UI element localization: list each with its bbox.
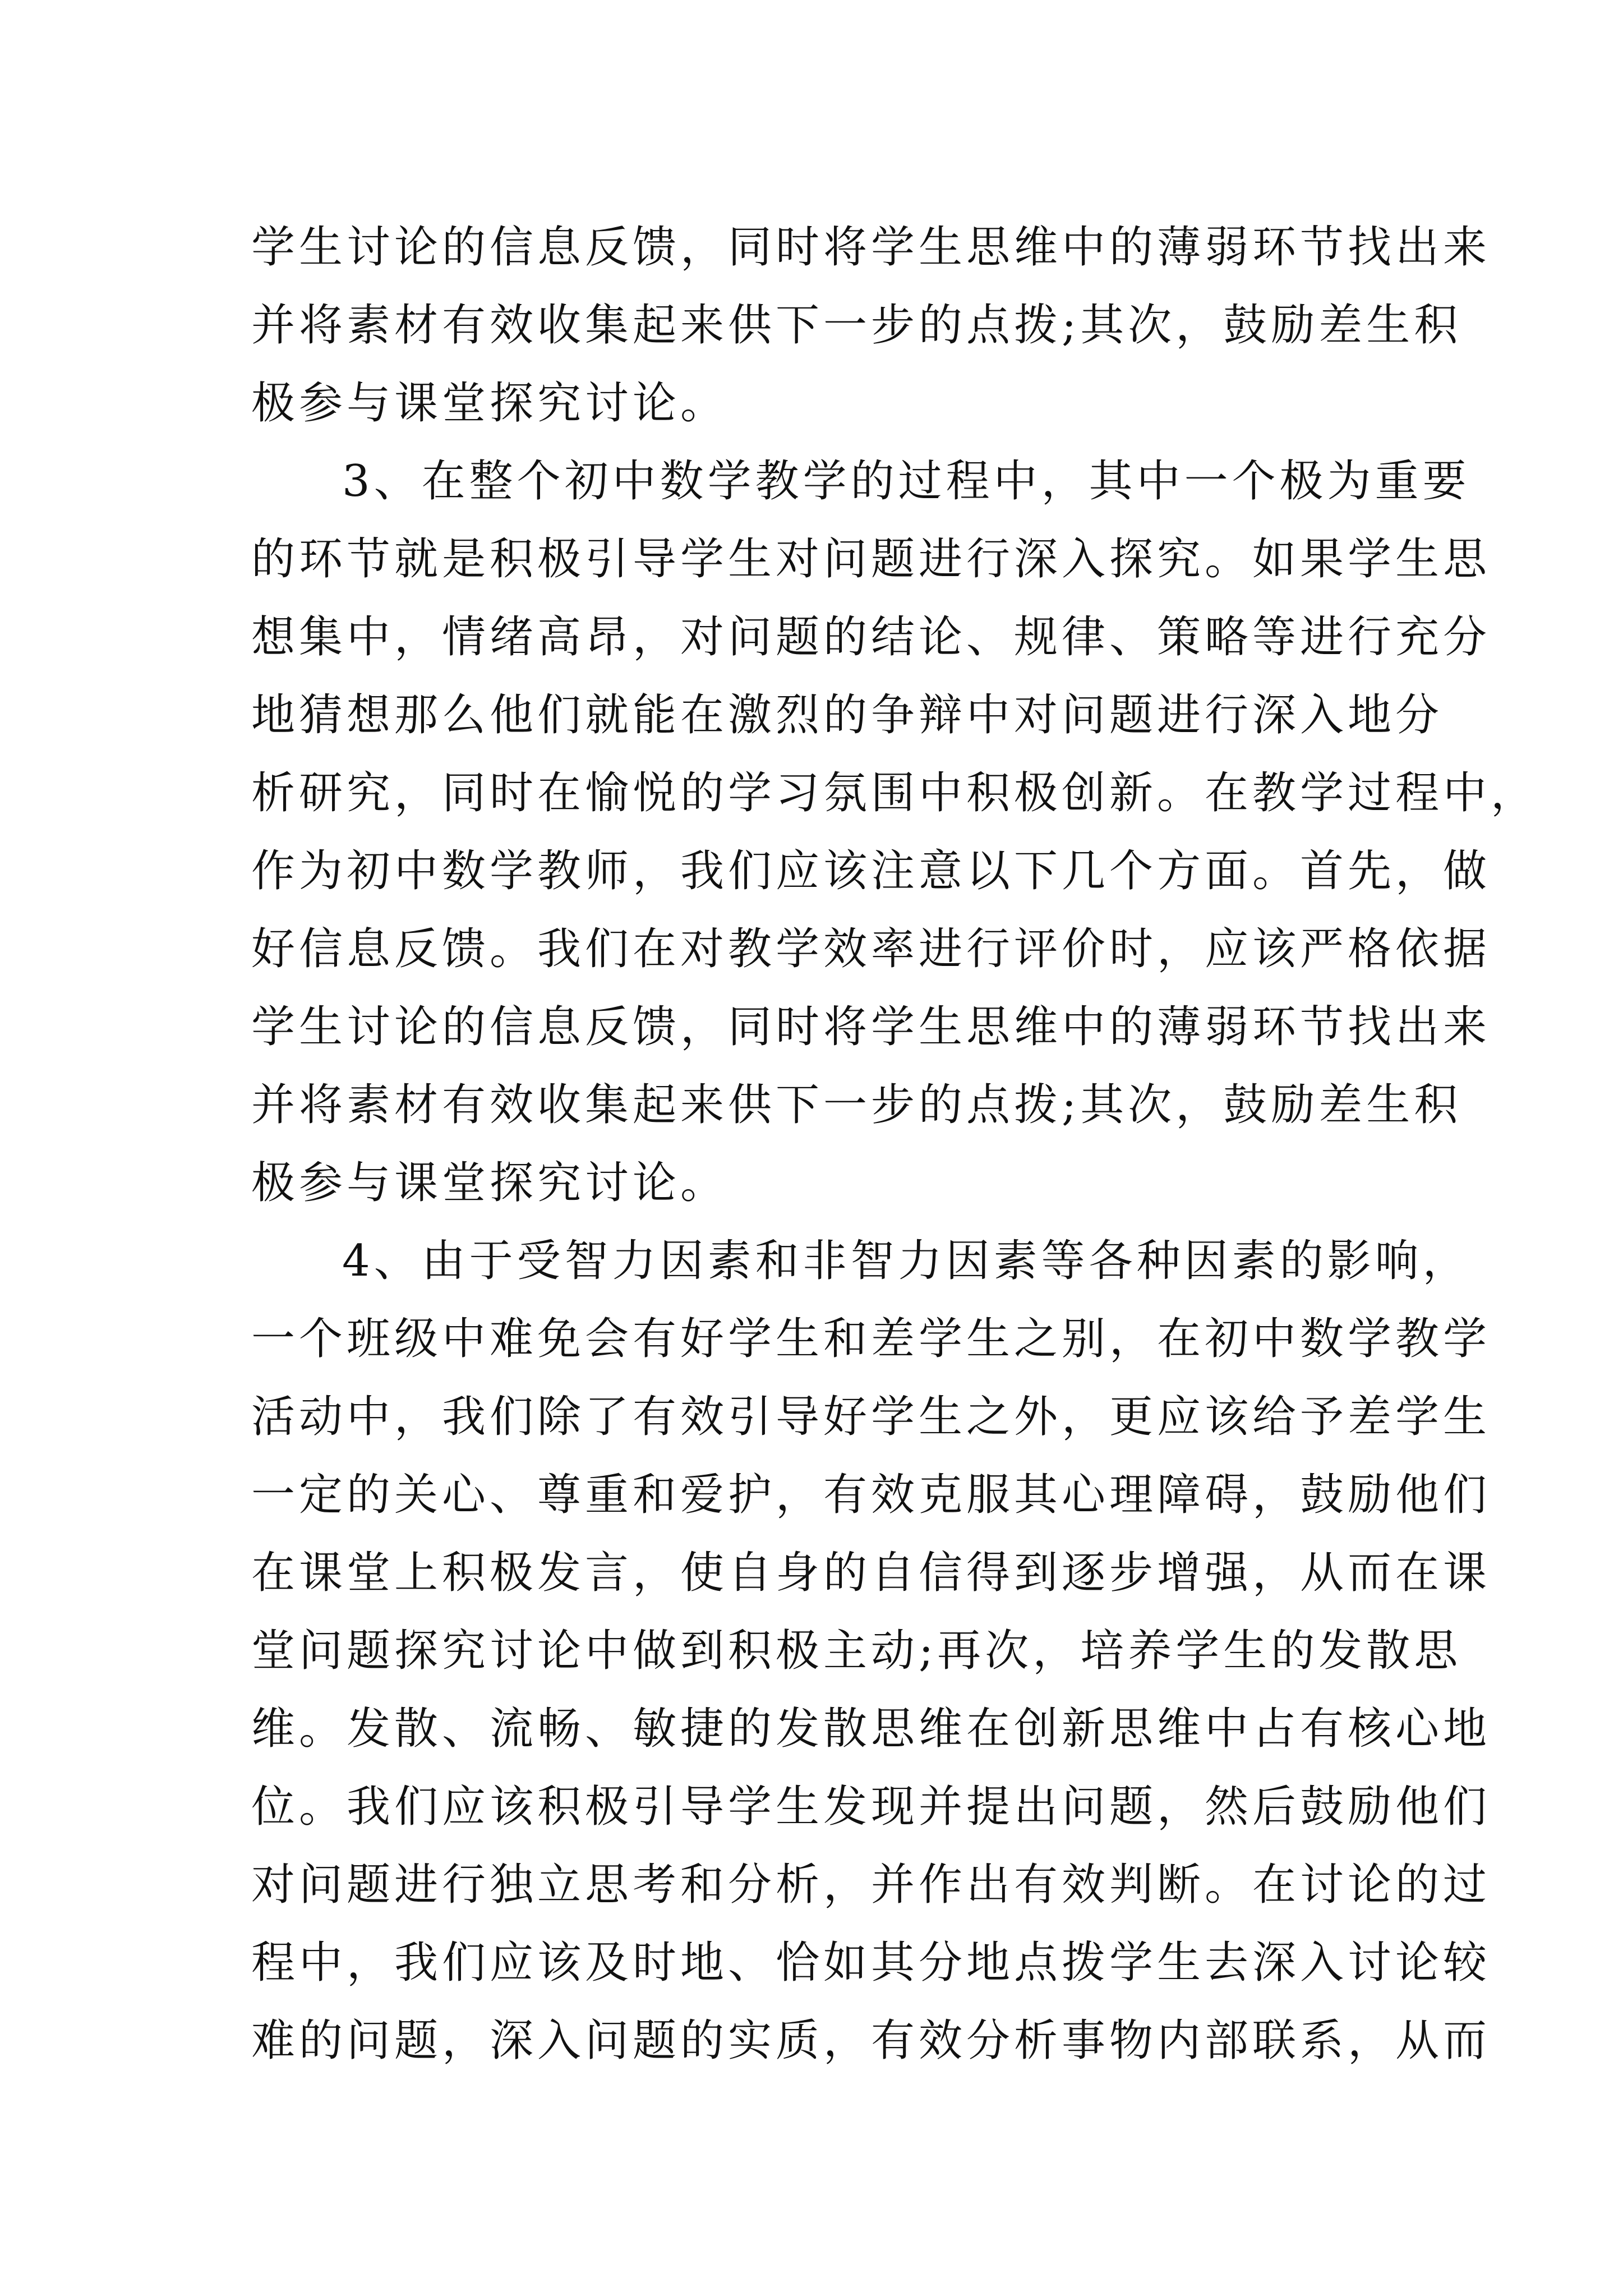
text-line: 维。发散、流畅、敏捷的发散思维在创新思维中占有核心地: [251, 1704, 1491, 1754]
text-line: 堂问题探究讨论中做到积极主动;再次，培养学生的发散思: [251, 1626, 1462, 1676]
paragraph-4-first-line: 4、由于受智力因素和非智力因素等各种因素的影响，: [342, 1236, 1470, 1286]
text-line: 学生讨论的信息反馈，同时将学生思维中的薄弱环节找出来: [251, 1002, 1491, 1052]
text-line: 的环节就是积极引导学生对问题进行深入探究。如果学生思: [251, 534, 1491, 585]
text-line: 学生讨论的信息反馈，同时将学生思维中的薄弱环节找出来: [251, 222, 1491, 273]
text-line: 在课堂上积极发言，使自身的自信得到逐步增强，从而在课: [251, 1548, 1491, 1598]
document-body: [251, 209, 1539, 2080]
text-line: 位。我们应该积极引导学生发现并提出问题，然后鼓励他们: [251, 1782, 1491, 1832]
text-line: 并将素材有效收集起来供下一步的点拨;其次，鼓励差生积: [251, 300, 1462, 351]
text-line: 难的问题，深入问题的实质，有效分析事物内部联系，从而: [251, 2016, 1491, 2066]
text-line: 极参与课堂探究讨论。: [251, 1158, 728, 1208]
text-line: 地猜想那么他们就能在激烈的争辩中对问题进行深入地分: [251, 690, 1444, 740]
text-line: 并将素材有效收集起来供下一步的点拨;其次，鼓励差生积: [251, 1080, 1462, 1130]
paragraph-3-first-line: 3、在整个初中数学教学的过程中，其中一个极为重要: [342, 456, 1470, 507]
text-line: 好信息反馈。我们在对教学效率进行评价时，应该严格依据: [251, 924, 1491, 974]
text-line: 析研究，同时在愉悦的学习氛围中积极创新。在教学过程中，: [251, 768, 1539, 818]
text-line: 一个班级中难免会有好学生和差学生之别，在初中数学教学: [251, 1314, 1491, 1364]
text-line: 程中，我们应该及时地、恰如其分地点拨学生去深入讨论较: [251, 1938, 1491, 1988]
text-line: 极参与课堂探究讨论。: [251, 378, 728, 429]
text-line: 想集中，情绪高昂，对问题的结论、规律、策略等进行充分: [251, 612, 1491, 662]
text-line: 一定的关心、尊重和爱护，有效克服其心理障碍，鼓励他们: [251, 1470, 1491, 1520]
text-line: 活动中，我们除了有效引导好学生之外，更应该给予差学生: [251, 1392, 1491, 1442]
text-line: 对问题进行独立思考和分析，并作出有效判断。在讨论的过: [251, 1860, 1491, 1910]
text-line: 作为初中数学教师，我们应该注意以下几个方面。首先，做: [251, 846, 1491, 896]
